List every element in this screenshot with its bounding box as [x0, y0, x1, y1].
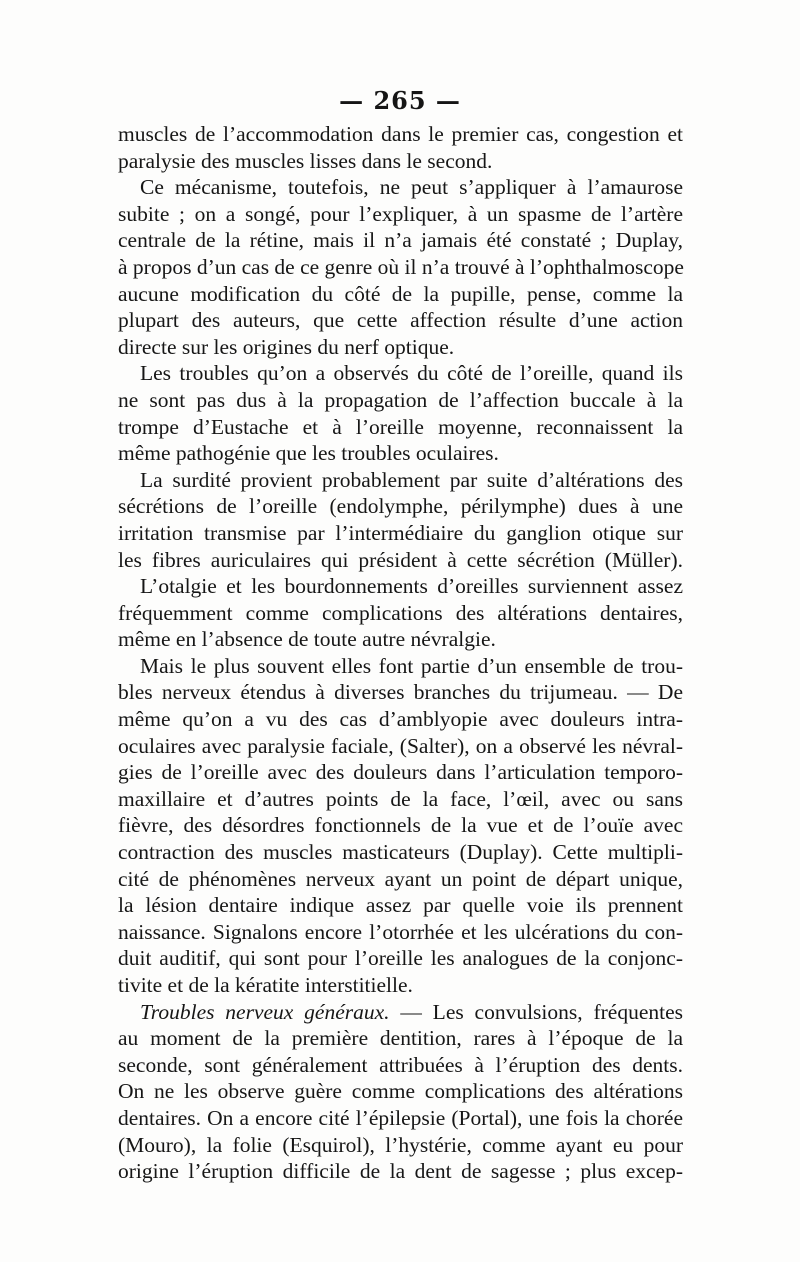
text-line-continuation: — Les convulsions, fréquentes — [400, 999, 683, 1024]
text-line: sécrétions de l’oreille (endolymphe, périlymphe) dues à une — [118, 494, 683, 519]
text-line: trompe d’Eustache et à l’oreille moyenne, reconnaissent la — [118, 414, 683, 439]
text-line: seconde, sont généralement attribuées à l’éruption des dents. — [118, 1052, 683, 1077]
text-line: paralysie des muscles lisses dans le second. — [118, 148, 493, 173]
text-line: origine l’éruption difficile de la dent de sagesse ; plus excep- — [118, 1159, 683, 1184]
text-line: irritation transmise par l’intermédiaire du ganglion otique sur — [118, 520, 683, 545]
text-line: cité de phénomènes nerveux ayant un point de départ unique, — [118, 866, 683, 891]
text-line: tivite et de la kératite interstitielle. — [118, 973, 413, 997]
text-line: Mais le plus souvent elles font partie d’un ensemble de trou- — [140, 653, 683, 678]
text-line: naissance. Signalons encore l’otorrhée et les ulcérations du con- — [118, 919, 683, 944]
text-line: (Mouro), la folie (Esquirol), l’hystérie, comme ayant eu pour — [118, 1132, 683, 1157]
text-line: dentaires. On a encore cité l’épilepsie (Portal), une fois la chorée — [118, 1105, 683, 1130]
text-line: bles nerveux étendus à diverses branches du trijumeau. — De — [118, 680, 683, 705]
text-line: centrale de la rétine, mais il n’a jamais été constaté ; Duplay, — [118, 228, 683, 253]
section-heading: Troubles nerveux généraux. — [140, 999, 390, 1024]
text-line: oculaires avec paralysie faciale, (Salter), on a observé les névral- — [118, 733, 683, 758]
text-line: ne sont pas dus à la propagation de l’affection buccale à la — [118, 387, 683, 412]
text-line: les fibres auriculaires qui président à cette sécrétion (Müller). — [118, 547, 683, 572]
text-line: L’otalgie et les bourdonnements d’oreilles surviennent assez — [140, 574, 683, 599]
text-line: muscles de l’accommodation dans le premier cas, congestion et — [118, 122, 683, 146]
text-line: On ne les observe guère comme complications des altérations — [118, 1079, 683, 1104]
text-line: directe sur les origines du nerf optique. — [118, 334, 455, 359]
text-line: fréquemment comme complications des altérations dentaires, — [118, 600, 683, 625]
text-line: La surdité provient probablement par suite d’altérations des — [140, 467, 683, 492]
text-line: même qu’on a vu des cas d’amblyopie avec douleurs intra- — [118, 707, 683, 732]
text-line: fièvre, des désordres fonctionnels de la vue et de l’ouïe avec — [118, 813, 683, 838]
text-line: au moment de la première dentition, rares à l’époque de la — [118, 1026, 683, 1051]
text-line: Les troubles qu’on a observés du côté de l’oreille, quand ils — [140, 361, 683, 386]
text-line: la lésion dentaire indique assez par quelle voie ils prennent — [118, 893, 683, 918]
text-line: Ce mécanisme, toutefois, ne peut s’appliquer à l’amaurose — [140, 175, 683, 200]
text-line: plupart des auteurs, que cette affection résulte d’une action — [118, 308, 683, 333]
text-line: duit auditif, qui sont pour l’oreille les analogues de la conjonc- — [118, 946, 683, 971]
text-line: même pathogénie que les troubles oculaires. — [118, 441, 499, 466]
text-line: gies de l’oreille avec des douleurs dans l’articulation temporo- — [118, 760, 683, 785]
text-line: même en l’absence de toute autre névralgie. — [118, 627, 496, 652]
text-line: subite ; on a songé, pour l’expliquer, à un spasme de l’artère — [118, 201, 683, 226]
text-line: maxillaire et d’autres points de la face, l’œil, avec ou sans — [118, 786, 683, 811]
text-line: contraction des muscles masticateurs (Duplay). Cette multipli- — [118, 840, 683, 865]
body-text — [118, 121, 683, 1185]
page-number: — 265 — — [339, 86, 461, 115]
text-line: à propos d’un cas de ce genre où il n’a trouvé à l’ophthalmoscope — [118, 254, 684, 279]
text-line: aucune modification du côté de la pupille, pense, comme la — [118, 281, 683, 306]
section-heading-line — [118, 999, 683, 1026]
